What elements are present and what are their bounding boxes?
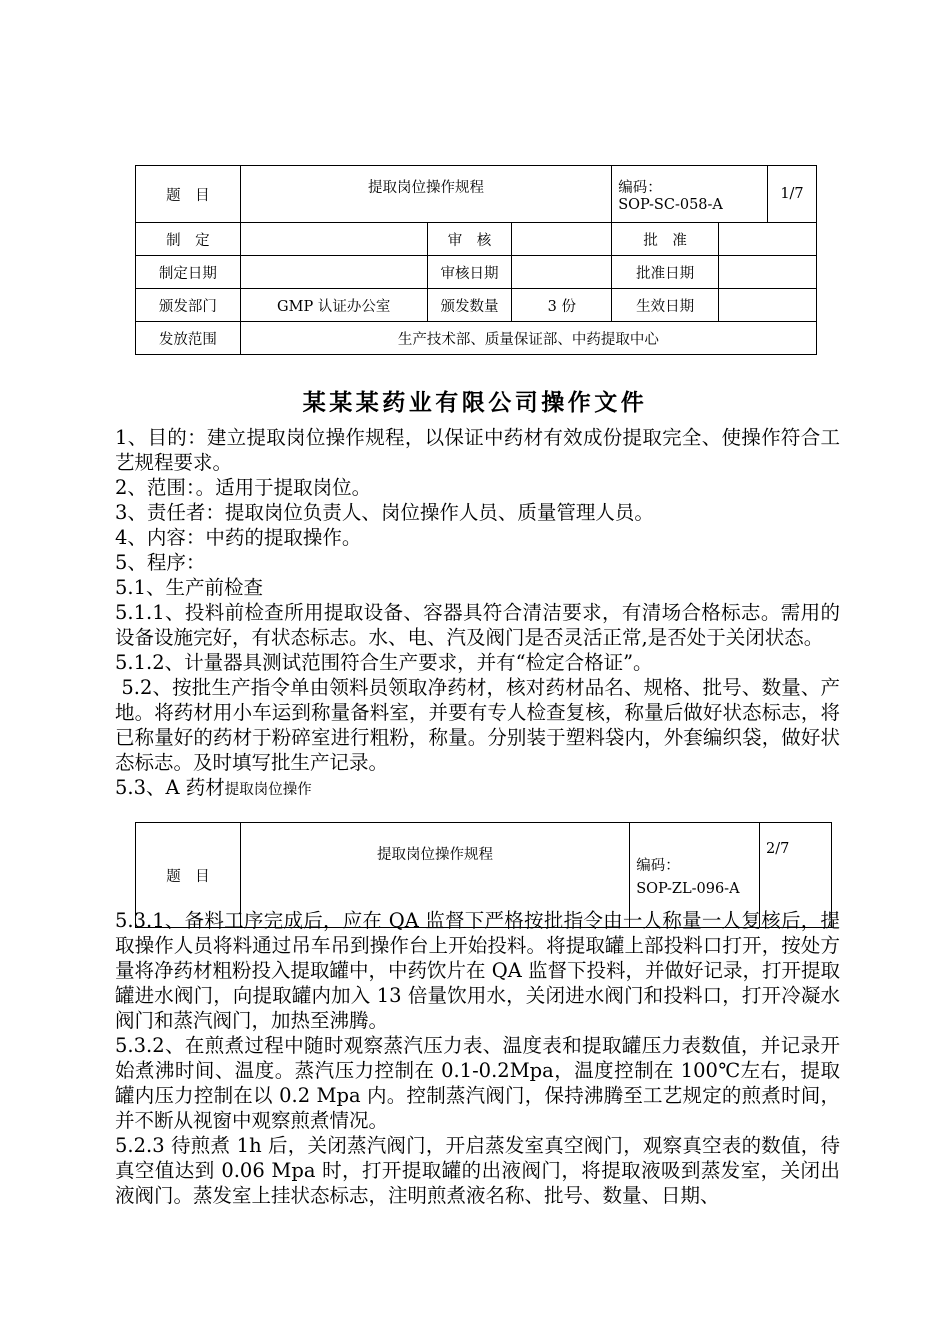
issue-qty-label: 颁发数量: [427, 289, 512, 322]
paragraph: 5.1.2、计量器具测试范围符合生产要求，并有“检定合格证”。: [115, 651, 653, 674]
scope-label: 发放范围: [136, 322, 241, 355]
effective-date-value: [719, 289, 817, 322]
scope-value: 生产技术部、质量保证部、中药提取中心: [240, 322, 816, 355]
paragraph: 5、程序：: [115, 551, 206, 574]
company-title: 某某某药业有限公司操作文件: [302, 389, 648, 416]
code-label: 编码：: [636, 857, 680, 874]
header-table-1: [135, 165, 817, 355]
body-section-1: [115, 425, 840, 803]
review-date-label: 审核日期: [427, 256, 512, 289]
issue-qty-value: 3 份: [512, 289, 612, 322]
review-value: [512, 223, 612, 256]
code-label: 编码：: [618, 179, 662, 196]
code-value: SOP-SC-058-A: [618, 196, 723, 213]
page-number: 2/7: [760, 823, 832, 928]
paragraph: 5.1.1、投料前检查所用提取设备、容器具符合清洁要求，有清场合格标志。需用的设备设施完好，有状态标志。水、电、汽及阀门是否灵活正常,是否处于关闭状态。: [115, 601, 840, 649]
paragraph: 4、内容：中药的提取操作。: [115, 526, 362, 549]
author-date-value: [240, 256, 427, 289]
review-date-value: [512, 256, 612, 289]
page-number: 1/7: [767, 166, 816, 223]
approve-label: 批 准: [612, 223, 719, 256]
title-label: 题 目: [136, 166, 241, 223]
paragraph: 2、范围：。适用于提取岗位。: [115, 476, 372, 499]
approve-value: [719, 223, 817, 256]
issue-dept-value: GMP 认证办公室: [240, 289, 427, 322]
code-cell: [612, 166, 768, 223]
title-label: 题 目: [136, 823, 241, 928]
issue-dept-label: 颁发部门: [136, 289, 241, 322]
title-value: 提取岗位操作规程: [240, 823, 629, 928]
author-date-label: 制定日期: [136, 256, 241, 289]
approve-date-value: [719, 256, 817, 289]
paragraph: 5.3.2、在煎煮过程中随时观察蒸汽压力表、温度表和提取罐压力表数值，并记录开始煮沸时间、温度。蒸汽压力控制在 0.1-0.2Mpa，温度控制在 100℃左右，提取罐内压力控制在以 0.2 Mpa 内。控制蒸汽阀门，保持沸腾至工艺规定的煎煮时间，并不断从视窗中观察煎煮情况。: [115, 1034, 840, 1132]
title-value: 提取岗位操作规程: [240, 166, 611, 223]
code-value: SOP-ZL-096-A: [636, 880, 740, 897]
section-5-3-prefix: 5.3、A 药材: [115, 776, 225, 799]
effective-date-label: 生效日期: [612, 289, 719, 322]
approve-date-label: 批准日期: [612, 256, 719, 289]
paragraph: 5.1、生产前检查: [115, 576, 264, 599]
review-label: 审 核: [427, 223, 512, 256]
body-section-2: [115, 908, 840, 1208]
paragraph: 5.3.1、备料工序完成后，应在 QA 监督下严格按批指令由一人称量一人复核后，提取操作人员将料通过吊车吊到操作台上开始投料。将提取罐上部投料口打开，按处方量将净药材粗粉投入提取罐中，中药饮片在 QA 监督下投料，并做好记录，打开提取罐进水阀门，向提取罐内加入 13 倍量饮用水，关闭进水阀门和投料口，打开冷凝水阀门和蒸汽阀门，加热至沸腾。: [115, 909, 840, 1032]
author-label: 制 定: [136, 223, 241, 256]
section-5-3-suffix: 提取岗位操作: [224, 782, 312, 798]
paragraph: 5.2、按批生产指令单由领料员领取净药材，核对药材品名、规格、批号、数量、产地。将药材用小车运到称量备料室，并要有专人检查复核，称量后做好状态标志，将已称量好的药材于粉碎室进行粗粉，称量。分别装于塑料袋内，外套编织袋，做好状态标志。及时填写批生产记录。: [115, 676, 841, 774]
paragraph: 1、目的：建立提取岗位操作规程，以保证中药材有效成份提取完全、使操作符合工艺规程要求。: [115, 426, 840, 474]
paragraph: 5.2.3 待煎煮 1h 后，关闭蒸汽阀门，开启蒸发室真空阀门，观察真空表的数值，待真空值达到 0.06 Mpa 时，打开提取罐的出液阀门，将提取液吸到蒸发室，关闭出液阀门。蒸发室上挂状态标志，注明煎煮液名称、批号、数量、日期、: [115, 1134, 840, 1207]
author-value: [240, 223, 427, 256]
section-5-3-heading: [115, 775, 840, 803]
paragraph: 3、责任者：提取岗位负责人、岗位操作人员、质量管理人员。: [115, 501, 654, 524]
